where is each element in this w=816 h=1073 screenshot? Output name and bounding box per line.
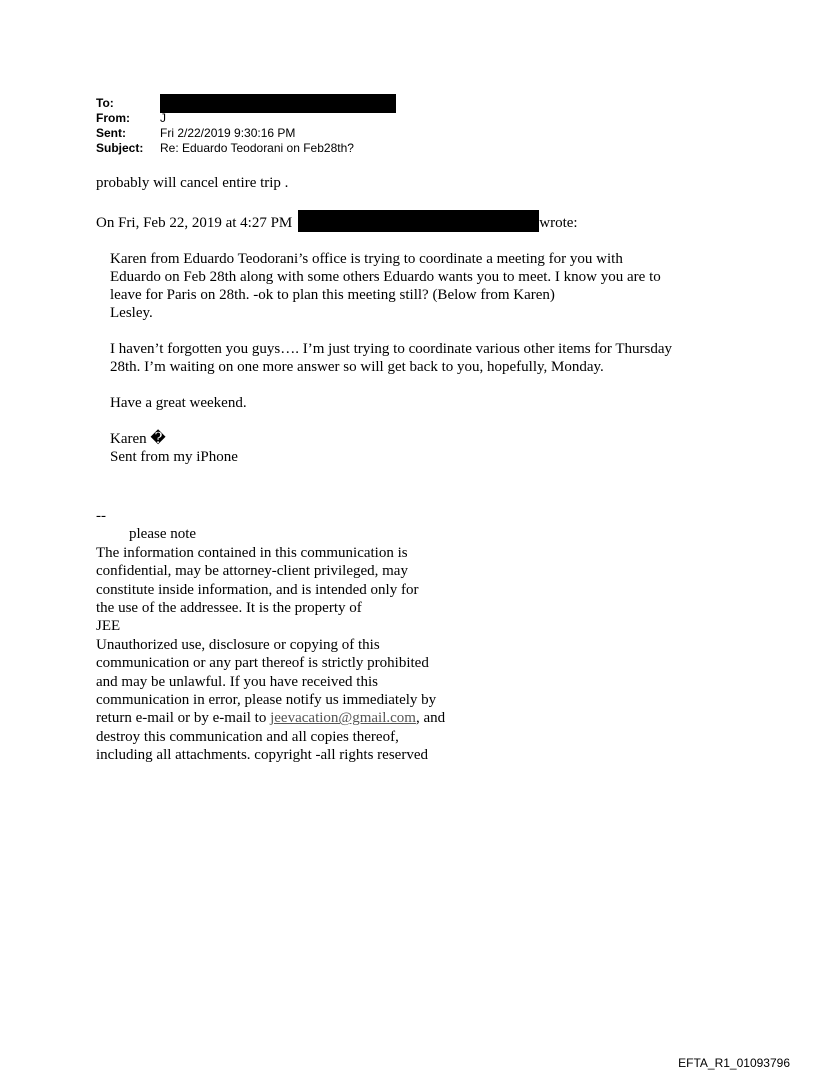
signature-name: Karen � bbox=[110, 431, 166, 447]
sent-value: Fri 2/22/2019 9:30:16 PM bbox=[160, 126, 296, 140]
disclaimer bbox=[96, 507, 445, 765]
to-label: To: bbox=[96, 96, 114, 110]
subject-value: Re: Eduardo Teodorani on Feb28th? bbox=[160, 141, 354, 155]
disclaimer-line: the use of the addressee. It is the property of bbox=[96, 600, 362, 617]
quote-intro-suffix: wrote: bbox=[539, 215, 578, 231]
disclaimer-line: Unauthorized use, disclosure or copying of this bbox=[96, 636, 380, 653]
document-id: EFTA_R1_01093796 bbox=[678, 1056, 790, 1070]
quoted-line: 28th. I’m waiting on one more answer so will get back to you, hopefully, Monday. bbox=[110, 359, 604, 375]
disclaimer-line: and may be unlawful. If you have received this bbox=[96, 673, 378, 690]
sent-label: Sent: bbox=[96, 126, 126, 140]
quoted-line: leave for Paris on 28th. -ok to plan this meeting still? (Below from Karen) bbox=[110, 287, 555, 303]
email-prefix: return e-mail or by e-mail to bbox=[96, 710, 271, 727]
disclaimer-note: please note bbox=[129, 526, 197, 543]
quote-intro-prefix: On Fri, Feb 22, 2019 at 4:27 PM bbox=[96, 215, 293, 231]
from-label: From: bbox=[96, 111, 130, 125]
reply-text: probably will cancel entire trip . bbox=[96, 175, 289, 191]
disclaimer-line: The information contained in this communication is bbox=[96, 544, 408, 561]
subject-label: Subject: bbox=[96, 141, 144, 155]
signature-separator: -- bbox=[96, 508, 106, 524]
quote-intro bbox=[96, 210, 672, 232]
disclaimer-line: including all attachments. copyright -all rights reserved bbox=[96, 747, 428, 764]
disclaimer-line: communication in error, please notify us immediately by bbox=[96, 692, 437, 709]
quoted-message bbox=[110, 250, 672, 466]
email-suffix: , and bbox=[415, 710, 446, 727]
quoted-line: Karen from Eduardo Teodorani’s office is trying to coordinate a meeting for you with bbox=[110, 251, 623, 267]
subject-row bbox=[96, 141, 396, 156]
email-body bbox=[96, 174, 672, 466]
disclaimer-line: confidential, may be attorney-client privileged, may bbox=[96, 563, 408, 580]
to-row bbox=[96, 96, 396, 111]
disclaimer-line: constitute inside information, and is intended only for bbox=[96, 581, 419, 598]
contact-email-link[interactable]: jeevacation@gmail.com bbox=[270, 710, 416, 727]
disclaimer-email-line bbox=[96, 709, 445, 727]
from-row bbox=[96, 111, 396, 126]
disclaimer-line: JEE bbox=[96, 618, 121, 635]
from-value: J bbox=[160, 111, 166, 125]
sent-row bbox=[96, 126, 396, 141]
redacted-recipient bbox=[160, 94, 396, 113]
disclaimer-line: destroy this communication and all copies thereof, bbox=[96, 728, 399, 745]
disclaimer-line: communication or any part thereof is strictly prohibited bbox=[96, 655, 429, 672]
quoted-line: Lesley. bbox=[110, 305, 153, 321]
quoted-line: Eduardo on Feb 28th along with some others Eduardo wants you to meet. I know you are to bbox=[110, 269, 661, 285]
signature-device: Sent from my iPhone bbox=[110, 449, 238, 465]
redacted-sender bbox=[298, 210, 539, 232]
quoted-line: Have a great weekend. bbox=[110, 395, 247, 411]
quoted-line: I haven’t forgotten you guys…. I’m just trying to coordinate various other items for Thursday bbox=[110, 341, 672, 357]
email-header bbox=[96, 96, 396, 156]
